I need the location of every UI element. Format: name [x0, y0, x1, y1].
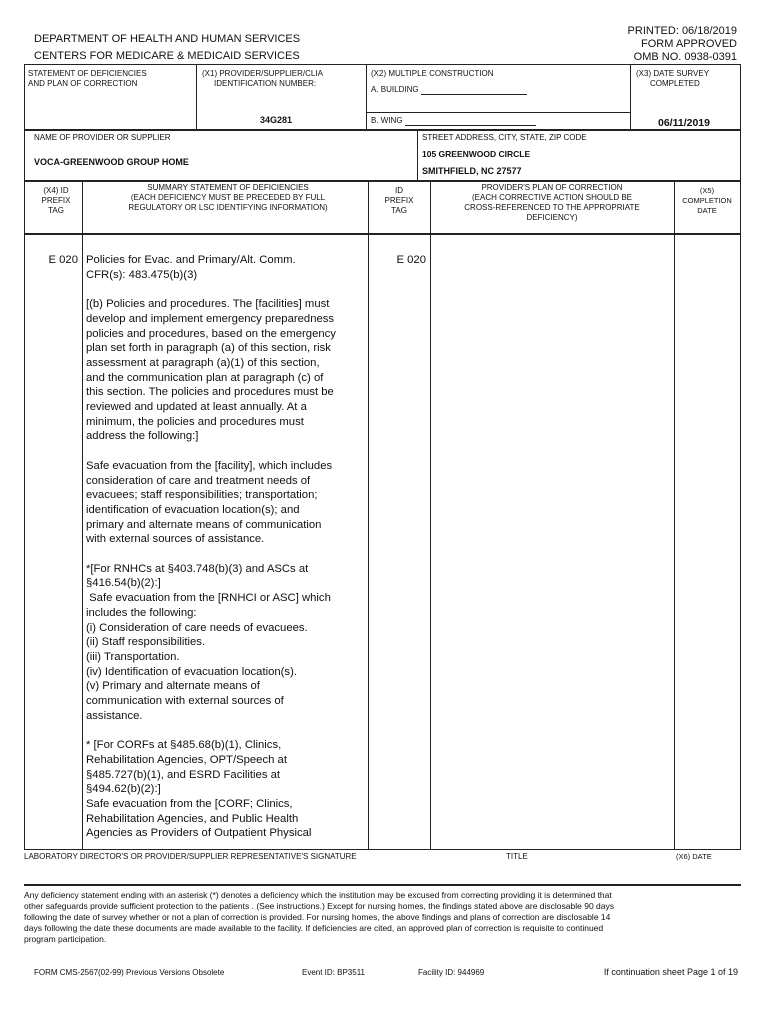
text-line: (iii) Transportation. — [86, 650, 180, 663]
omb-number: OMB NO. 0938-0391 — [633, 51, 737, 63]
statement-label-1: STATEMENT OF DEFICIENCIES — [28, 69, 147, 78]
col-divider — [674, 181, 675, 849]
summary-paragraph — [86, 459, 366, 547]
x1-label-2: IDENTIFICATION NUMBER: — [214, 79, 317, 88]
city-state-zip: SMITHFIELD, NC 27577 — [422, 166, 522, 176]
x4-head-3: TAG — [48, 206, 64, 215]
plan-head-2: (EACH CORRECTIVE ACTION SHOULD BE — [471, 193, 633, 202]
completion-header — [674, 186, 740, 216]
col-divider — [368, 181, 369, 849]
wing-label: B. WING — [371, 116, 403, 125]
printed-date: PRINTED: 06/18/2019 — [627, 25, 737, 37]
text-line: (i) Consideration of care needs of evacuees. — [86, 621, 308, 634]
x4-head-2: PREFIX — [41, 196, 71, 205]
id-head-1: ID — [395, 186, 403, 195]
text-line: Rehabilitation Agencies, OPT/Speech at — [86, 753, 287, 766]
signature-label: LABORATORY DIRECTOR'S OR PROVIDER/SUPPLIER REPRESENTATIVE'S SIGNATURE — [24, 852, 357, 861]
summary-paragraph — [86, 738, 366, 841]
summary-head-3: REGULATORY OR LSC IDENTIFYING INFORMATION) — [128, 203, 328, 212]
summary-header — [88, 183, 368, 213]
text-line: Safe evacuation from the [CORF; Clinics, — [86, 797, 293, 810]
summary-paragraph — [86, 562, 366, 724]
text-line: policies and procedures, based on the emergency — [86, 327, 336, 340]
footnote-line: Any deficiency statement ending with an asterisk (*) denotes a deficiency which the institution may be excused from correcting providing it is determined that — [24, 890, 612, 900]
x1-label-1: (X1) PROVIDER/SUPPLIER/CLIA — [202, 69, 323, 78]
text-line: plan set forth in paragraph (a) of this section, risk — [86, 342, 331, 355]
text-line: reviewed and updated at least annually. At a — [86, 401, 307, 414]
street-address: 105 GREENWOOD CIRCLE — [422, 149, 531, 159]
summary-head-2: (EACH DEFICIENCY MUST BE PRECEDED BY FULL — [130, 193, 326, 202]
text-line: Policies for Evac. and Primary/Alt. Comm. — [86, 254, 296, 266]
text-line: Agencies as Providers of Outpatient Physical — [86, 827, 312, 840]
x5-head-1: (X5) — [699, 186, 715, 195]
event-id: Event ID: BP3511 — [302, 968, 365, 977]
text-line: CFR(s): 483.475(b)(3) — [86, 268, 198, 281]
divider — [24, 180, 741, 182]
provider-name: VOCA-GREENWOOD GROUP HOME — [34, 157, 189, 167]
divider — [630, 64, 631, 130]
text-line: §416.54(b)(2):] — [86, 577, 161, 590]
statement-label-2: AND PLAN OF CORRECTION — [28, 79, 138, 88]
x5-head-2: COMPLETION — [682, 196, 732, 205]
building-field — [371, 85, 527, 95]
divider — [24, 129, 741, 131]
text-line: with external sources of assistance. — [86, 533, 265, 546]
id-head-3: TAG — [391, 206, 407, 215]
text-line: assessment at paragraph (a)(1) of this section, — [86, 356, 320, 369]
footnote-line: following the date of survey whether or not a plan of correction is provided. For nursing homes, the above findings and plans of correction are disclosable 14 — [24, 912, 611, 922]
id-head-2: PREFIX — [384, 196, 414, 205]
building-label: A. BUILDING — [371, 85, 419, 94]
building-line — [421, 85, 527, 95]
footnote-line: days following the date these documents are made available to the facility. If deficiencies are cited, an approved plan of correction is requisite to continued — [24, 923, 604, 933]
agency-line-2: CENTERS FOR MEDICARE & MEDICAID SERVICES — [34, 50, 300, 62]
deficiency-summary — [86, 253, 366, 856]
divider — [417, 130, 418, 180]
col-divider — [82, 181, 83, 849]
col-divider — [430, 181, 431, 849]
text-line: (ii) Staff responsibilities. — [86, 636, 206, 649]
continuation-page: If continuation sheet Page 1 of 19 — [603, 967, 738, 977]
text-line: communication with external sources of — [86, 695, 284, 708]
footnote-line: program participation. — [24, 934, 107, 944]
text-line: (iv) Identification of evacuation location(s). — [86, 665, 297, 678]
x3-label-1: (X3) DATE SURVEY — [636, 69, 710, 78]
summary-paragraph — [86, 297, 366, 444]
disclosure-footnote — [24, 890, 740, 945]
plan-header — [430, 183, 674, 223]
form-approved: FORM APPROVED — [641, 38, 737, 50]
x5-head-3: DATE — [697, 206, 717, 215]
text-line: address the following:] — [86, 430, 199, 443]
text-line: identification of evacuation location(s); and — [86, 503, 300, 516]
wing-line — [405, 116, 536, 126]
prefix-tag: E 020 — [48, 254, 78, 266]
text-line: includes the following: — [86, 606, 197, 619]
form-top-border — [24, 64, 741, 65]
plan-head-3: CROSS-REFERENCED TO THE APPROPRIATE — [464, 203, 640, 212]
x4-prefix-header — [24, 186, 88, 216]
address-label: STREET ADDRESS, CITY, STATE, ZIP CODE — [422, 133, 587, 142]
text-line: develop and implement emergency preparedness — [86, 312, 335, 325]
text-line: *[For RNHCs at §403.748(b)(3) and ASCs at — [86, 562, 309, 575]
text-line: [(b) Policies and procedures. The [facilities] must — [86, 298, 330, 311]
x4-head-1: (X4) ID — [43, 186, 69, 195]
survey-date: 06/11/2019 — [658, 117, 710, 129]
form-number: FORM CMS-2567(02-99) Previous Versions Obsolete — [34, 968, 225, 977]
x3-label-2: COMPLETED — [650, 79, 700, 88]
plan-head-1: PROVIDER'S PLAN OF CORRECTION — [481, 183, 623, 192]
agency-line-1: DEPARTMENT OF HEALTH AND HUMAN SERVICES — [34, 33, 301, 45]
text-line: Safe evacuation from the [facility], which includes — [86, 459, 333, 472]
wing-field — [371, 116, 536, 126]
divider — [366, 112, 630, 113]
summary-head-1: SUMMARY STATEMENT OF DEFICIENCIES — [147, 183, 309, 192]
text-line: and the communication plan at paragraph (c) of — [86, 371, 324, 384]
provider-id-number: 34G281 — [260, 115, 293, 125]
title-label: TITLE — [506, 852, 528, 861]
text-line: this section. The policies and procedures must be — [86, 386, 334, 399]
text-line: Rehabilitation Agencies, and Public Health — [86, 812, 299, 825]
text-line: minimum, the policies and procedures must — [86, 415, 304, 428]
id-tag: E 020 — [396, 254, 426, 266]
x6-date-label: (X6) DATE — [676, 852, 712, 861]
text-line: Safe evacuation from the [RNHCI or ASC] which — [86, 592, 331, 605]
divider — [196, 64, 197, 130]
text-line: consideration of care and treatment needs of — [86, 474, 311, 487]
text-line: evacuees; staff responsibilities; transportation; — [86, 489, 318, 502]
divider — [366, 64, 367, 130]
text-line: assistance. — [86, 709, 143, 722]
x2-label: (X2) MULTIPLE CONSTRUCTION — [371, 69, 494, 78]
footnote-line: other safeguards provide sufficient protection to the patients . (See instructions.) Except for nursing homes, the findings stated above are disclosable 90 days — [24, 901, 614, 911]
text-line: §485.727(b)(1), and ESRD Facilities at — [86, 768, 281, 781]
text-line: primary and alternate means of communication — [86, 518, 322, 531]
text-line: * [For CORFs at §485.68(b)(1), Clinics, — [86, 739, 282, 752]
plan-head-4: DEFICIENCY) — [526, 213, 578, 222]
text-line: §494.62(b)(2):] — [86, 783, 161, 796]
divider — [24, 884, 741, 886]
provider-name-label: NAME OF PROVIDER OR SUPPLIER — [34, 133, 171, 142]
id-prefix-header — [368, 186, 430, 216]
facility-id: Facility ID: 944969 — [418, 968, 485, 977]
divider — [24, 233, 741, 235]
divider — [24, 849, 741, 850]
text-line: (v) Primary and alternate means of — [86, 680, 260, 693]
summary-paragraph — [86, 253, 366, 282]
